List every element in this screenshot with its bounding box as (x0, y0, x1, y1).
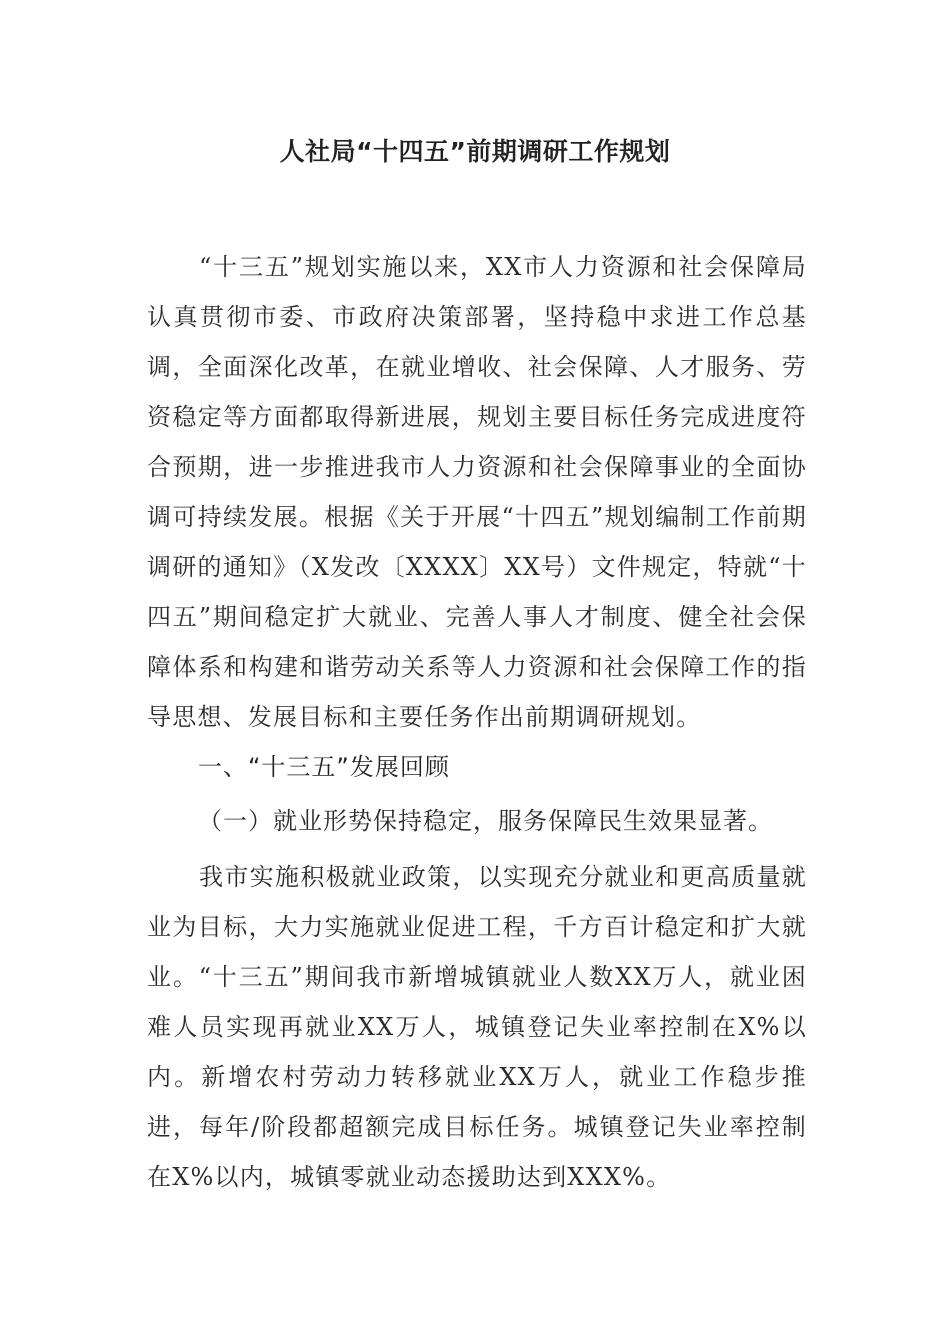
document-title: 人社局“十四五”前期调研工作规划 (279, 137, 671, 166)
section-heading: 一、“十三五”发展回顾 (198, 753, 450, 781)
subsection-heading: （一）就业形势保持稳定，服务保障民生效果显著。 (198, 807, 773, 835)
subsection-paragraph: 我市实施积极就业政策，以实现充分就业和更高质量就业为目标，大力实施就业促进工程，千方百计稳定和扩大就业。“十三五”期间我市新增城镇就业人数XX万人，就业困难人员实现再就业XX万人，城镇登记失业率控制在X%以内。新增农村劳动力转移就业XX万人，就业工作稳步推进，每年/阶段都超额完成目标任务。城镇登记失业率控制在X%以内，城镇零就业动态援助达到XXX%。 (147, 863, 807, 1191)
intro-paragraph: “十三五”规划实施以来，XX市人力资源和社会保障局认真贯彻市委、市政府决策部署，坚持稳中求进工作总基调，全面深化改革，在就业增收、社会保障、人才服务、劳资稳定等方面都取得新进展，规划主要目标任务完成进度符合预期，进一步推进我市人力资源和社会保障事业的全面协调可持续发展。根据《关于开展“十四五”规划编制工作前期调研的通知》（X发改〔XXXX〕XX号）文件规定，特就“十四五”期间稳定扩大就业、完善人事人才制度、健全社会保障体系和构建和谐劳动关系等人力资源和社会保障工作的指导思想、发展目标和主要任务作出前期调研规划。 (147, 253, 807, 731)
